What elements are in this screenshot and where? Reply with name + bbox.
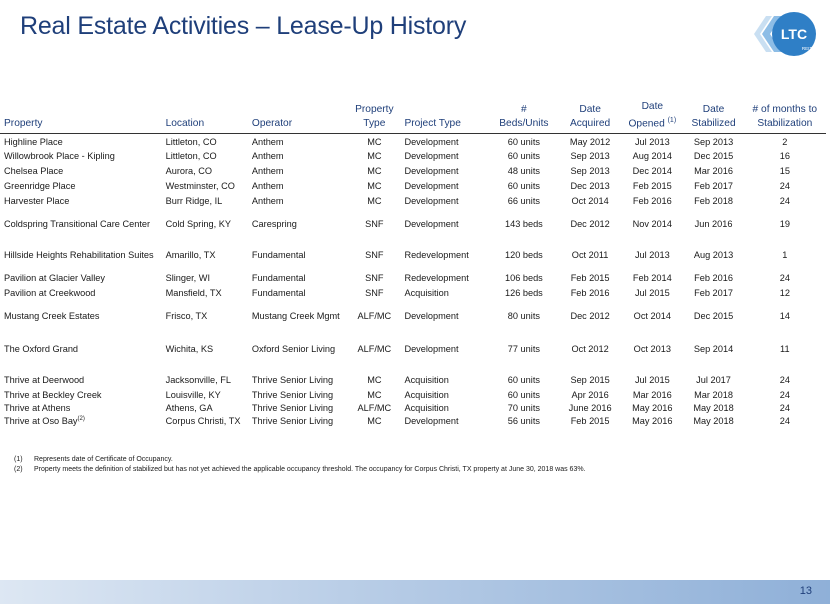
cell-date-stabilized: Feb 2018 [694,196,733,207]
col-operator: Operator [250,100,350,134]
col-project-type: Project Type [398,100,488,134]
page-number: 13 [799,585,812,597]
cell-project-type: Acquisition [404,288,449,299]
cell-date-acquired: Oct 2011 [571,250,609,261]
cell-date-opened: May 2016 [632,416,673,427]
cell-location: Burr Ridge, IL [165,196,223,207]
cell-operator: Mustang Creek Mgmt [251,311,340,322]
cell-date-stabilized: Dec 2015 [693,311,734,322]
cell-location: Corpus Christi, TX [165,416,241,427]
cell-months: 1 [782,250,788,261]
cell-date-opened: Aug 2014 [632,151,672,162]
cell-date-opened: Oct 2013 [633,343,671,354]
cell-property-type: MC [367,375,382,386]
cell-operator: Thrive Senior Living [251,375,334,386]
cell-property-type: MC [367,181,382,192]
cell-project-type: Development [404,416,459,427]
cell-project-type: Development [404,311,459,322]
cell-location: Mansfield, TX [165,288,222,299]
cell-date-opened: Feb 2014 [632,273,672,284]
footnotes [14,455,586,475]
cell-date-opened: Dec 2014 [632,166,672,177]
cell-operator: Oxford Senior Living [251,343,336,354]
cell-months: 19 [779,219,790,230]
cell-property: Coldspring Transitional Care Center [4,219,151,230]
cell-property-type: MC [367,416,382,427]
cell-date-acquired: Feb 2016 [570,288,610,299]
table-row [0,179,826,194]
cell-date-acquired: Apr 2016 [571,390,609,401]
cell-project-type: Redevelopment [404,273,469,284]
cell-property-type: SNF [365,250,384,261]
logo-subtext: REIT [801,46,813,51]
col-beds-units: # Beds/Units [489,100,559,134]
cell-date-stabilized: Feb 2017 [694,288,733,299]
cell-property: Greenridge Place [4,181,76,192]
cell-date-acquired: Sep 2015 [570,375,610,386]
cell-property: Thrive at Deerwood [4,375,85,386]
cell-date-opened: Jul 2013 [634,137,670,148]
cell-date-stabilized: Aug 2013 [693,250,734,261]
cell-months: 14 [779,311,790,322]
cell-location: Frisco, TX [165,311,208,322]
cell-location: Littleton, CO [165,151,217,162]
cell-operator: Thrive Senior Living [251,416,334,427]
cell-operator: Anthem [251,181,284,192]
table-row [0,240,826,271]
cell-beds-units: 56 units [507,416,540,427]
footnote-ref: (2) [77,416,85,423]
cell-beds-units: 143 beds [504,219,543,230]
cell-beds-units: 60 units [507,151,540,162]
cell-operator: Anthem [251,166,284,177]
cell-operator: Carespring [251,219,297,230]
cell-date-acquired: Oct 2012 [571,343,609,354]
cell-property: Chelsea Place [4,166,64,177]
cell-property-type: MC [367,390,382,401]
footnote: (2) Property meets the definition of stabilized but has not yet achieved the applicable occupancy threshold. The occupancy for Corpus Christi, TX property at June 30, 2018 was 63%. [14,466,586,473]
cell-beds-units: 60 units [507,375,540,386]
table-row [0,301,826,332]
col-date-opened: Date Opened $^{(1)}$ [621,100,683,134]
cell-location: Louisville, KY [165,390,221,401]
col-months-to-stabilization: # of months to Stabilization [744,100,826,134]
table-header-row [0,100,826,134]
cell-date-stabilized: Dec 2015 [693,151,734,162]
cell-property-type: MC [367,137,382,148]
cell-location: Slinger, WI [165,273,211,284]
table-row [0,209,826,240]
cell-project-type: Acquisition [404,390,449,401]
cell-operator: Anthem [251,137,284,148]
cell-date-opened: Mar 2016 [632,390,672,401]
cell-project-type: Development [404,151,459,162]
cell-project-type: Development [404,219,459,230]
table-row [0,415,826,428]
lease-up-table [0,100,826,428]
cell-date-acquired: Feb 2015 [570,273,610,284]
cell-date-acquired: May 2012 [569,137,611,148]
cell-date-stabilized: May 2018 [693,403,734,414]
cell-months: 24 [779,403,790,414]
cell-date-acquired: Sep 2013 [570,166,610,177]
cell-operator: Anthem [251,151,284,162]
cell-date-stabilized: Mar 2016 [694,166,733,177]
cell-property-type: SNF [365,219,384,230]
cell-location: Athens, GA [165,403,213,414]
cell-property-type: SNF [365,288,384,299]
table-row [0,402,826,415]
cell-operator: Fundamental [251,250,306,261]
cell-months: 15 [779,166,790,177]
ltc-logo [748,8,820,60]
cell-property-type: MC [367,166,382,177]
cell-property-type: ALF/MC [357,311,392,322]
cell-months: 16 [779,151,790,162]
cell-months: 12 [779,288,790,299]
table-row [0,389,826,402]
cell-date-stabilized: Feb 2016 [694,273,733,284]
cell-date-opened: Feb 2015 [632,181,672,192]
cell-date-acquired: June 2016 [568,403,612,414]
cell-property: Pavilion at Creekwood [4,288,96,299]
cell-beds-units: 80 units [507,311,540,322]
cell-date-acquired: Dec 2012 [570,311,610,322]
col-location: Location [164,100,250,134]
cell-project-type: Development [404,166,459,177]
cell-date-opened: Jul 2015 [634,375,670,386]
cell-operator: Fundamental [251,288,306,299]
cell-location: Amarillo, TX [165,250,216,261]
cell-date-opened: Jul 2015 [634,288,670,299]
cell-date-opened: Oct 2014 [633,311,671,322]
cell-property: Harvester Place [4,196,70,207]
cell-date-stabilized: May 2018 [693,416,734,427]
cell-operator: Fundamental [251,273,306,284]
cell-months: 24 [779,390,790,401]
cell-months: 24 [779,273,790,284]
cell-date-acquired: Oct 2014 [571,196,609,207]
cell-beds-units: 66 units [507,196,540,207]
table-row [0,366,826,389]
cell-property: Pavilion at Glacier Valley [4,273,105,284]
cell-date-stabilized: Jun 2016 [694,219,733,230]
cell-operator: Thrive Senior Living [251,390,334,401]
cell-date-acquired: Sep 2013 [570,151,610,162]
cell-operator: Anthem [251,196,284,207]
cell-date-stabilized: Sep 2013 [693,137,734,148]
cell-date-stabilized: Sep 2014 [693,343,734,354]
cell-date-stabilized: Jul 2017 [696,375,731,386]
table-row [0,286,826,301]
cell-date-acquired: Dec 2013 [570,181,610,192]
page-title: Real Estate Activities – Lease-Up History [20,12,467,40]
footnote: (1) Represents date of Certificate of Occupancy. [14,456,173,463]
cell-property: Mustang Creek Estates [4,311,100,322]
col-property-type: Property Type [350,100,398,134]
cell-beds-units: 120 beds [504,250,543,261]
cell-property: The Oxford Grand [4,343,79,354]
cell-project-type: Development [404,343,459,354]
cell-beds-units: 106 beds [504,273,543,284]
cell-date-stabilized: Mar 2018 [694,390,733,401]
cell-property-type: MC [367,151,382,162]
cell-project-type: Acquisition [404,375,449,386]
cell-date-opened: Nov 2014 [632,219,672,230]
cell-property: Willowbrook Place - Kipling [4,151,115,162]
cell-property-type: ALF/MC [357,403,392,414]
cell-location: Jacksonville, FL [165,375,231,386]
cell-date-opened: May 2016 [632,403,673,414]
table-row [0,149,826,164]
cell-location: Westminster, CO [165,181,235,192]
cell-property-type: MC [367,196,382,207]
cell-property-type: ALF/MC [357,343,392,354]
cell-date-opened: Jul 2013 [634,250,670,261]
cell-property: Thrive at Oso Bay$^{(2)}$ [4,416,85,427]
cell-months: 2 [782,137,788,148]
table-row [0,164,826,179]
cell-date-acquired: Dec 2012 [570,219,610,230]
cell-property-type: SNF [365,273,384,284]
cell-location: Littleton, CO [165,137,217,148]
cell-date-acquired: Feb 2015 [570,416,610,427]
cell-beds-units: 60 units [507,390,540,401]
cell-date-stabilized: Feb 2017 [694,181,733,192]
cell-beds-units: 77 units [507,343,540,354]
cell-months: 24 [779,416,790,427]
cell-property: Thrive at Athens [4,403,71,414]
cell-beds-units: 70 units [507,403,540,414]
table-row [0,332,826,366]
cell-location: Wichita, KS [165,343,214,354]
cell-beds-units: 48 units [507,166,540,177]
cell-months: 11 [780,343,790,354]
cell-location: Cold Spring, KY [165,219,231,230]
cell-months: 24 [779,196,790,207]
col-date-acquired: Date Acquired [559,100,621,134]
table-row [0,194,826,209]
cell-project-type: Redevelopment [404,250,469,261]
cell-project-type: Development [404,137,459,148]
cell-property: Thrive at Beckley Creek [4,390,102,401]
cell-project-type: Development [404,196,459,207]
footer-bar [0,580,830,604]
cell-beds-units: 60 units [507,137,540,148]
cell-property: Hillside Heights Rehabilitation Suites [4,250,154,261]
cell-project-type: Development [404,181,459,192]
cell-months: 24 [779,375,790,386]
cell-beds-units: 126 beds [504,288,543,299]
logo-text: LTC [780,26,808,42]
table-row [0,134,826,150]
cell-project-type: Acquisition [404,403,449,414]
cell-location: Aurora, CO [165,166,213,177]
cell-date-opened: Feb 2016 [632,196,672,207]
cell-operator: Thrive Senior Living [251,403,334,414]
table-row [0,271,826,286]
cell-beds-units: 60 units [507,181,540,192]
col-date-stabilized: Date Stabilized [683,100,743,134]
cell-months: 24 [779,181,790,192]
cell-property: Highline Place [4,137,63,148]
col-property: Property [0,100,164,134]
